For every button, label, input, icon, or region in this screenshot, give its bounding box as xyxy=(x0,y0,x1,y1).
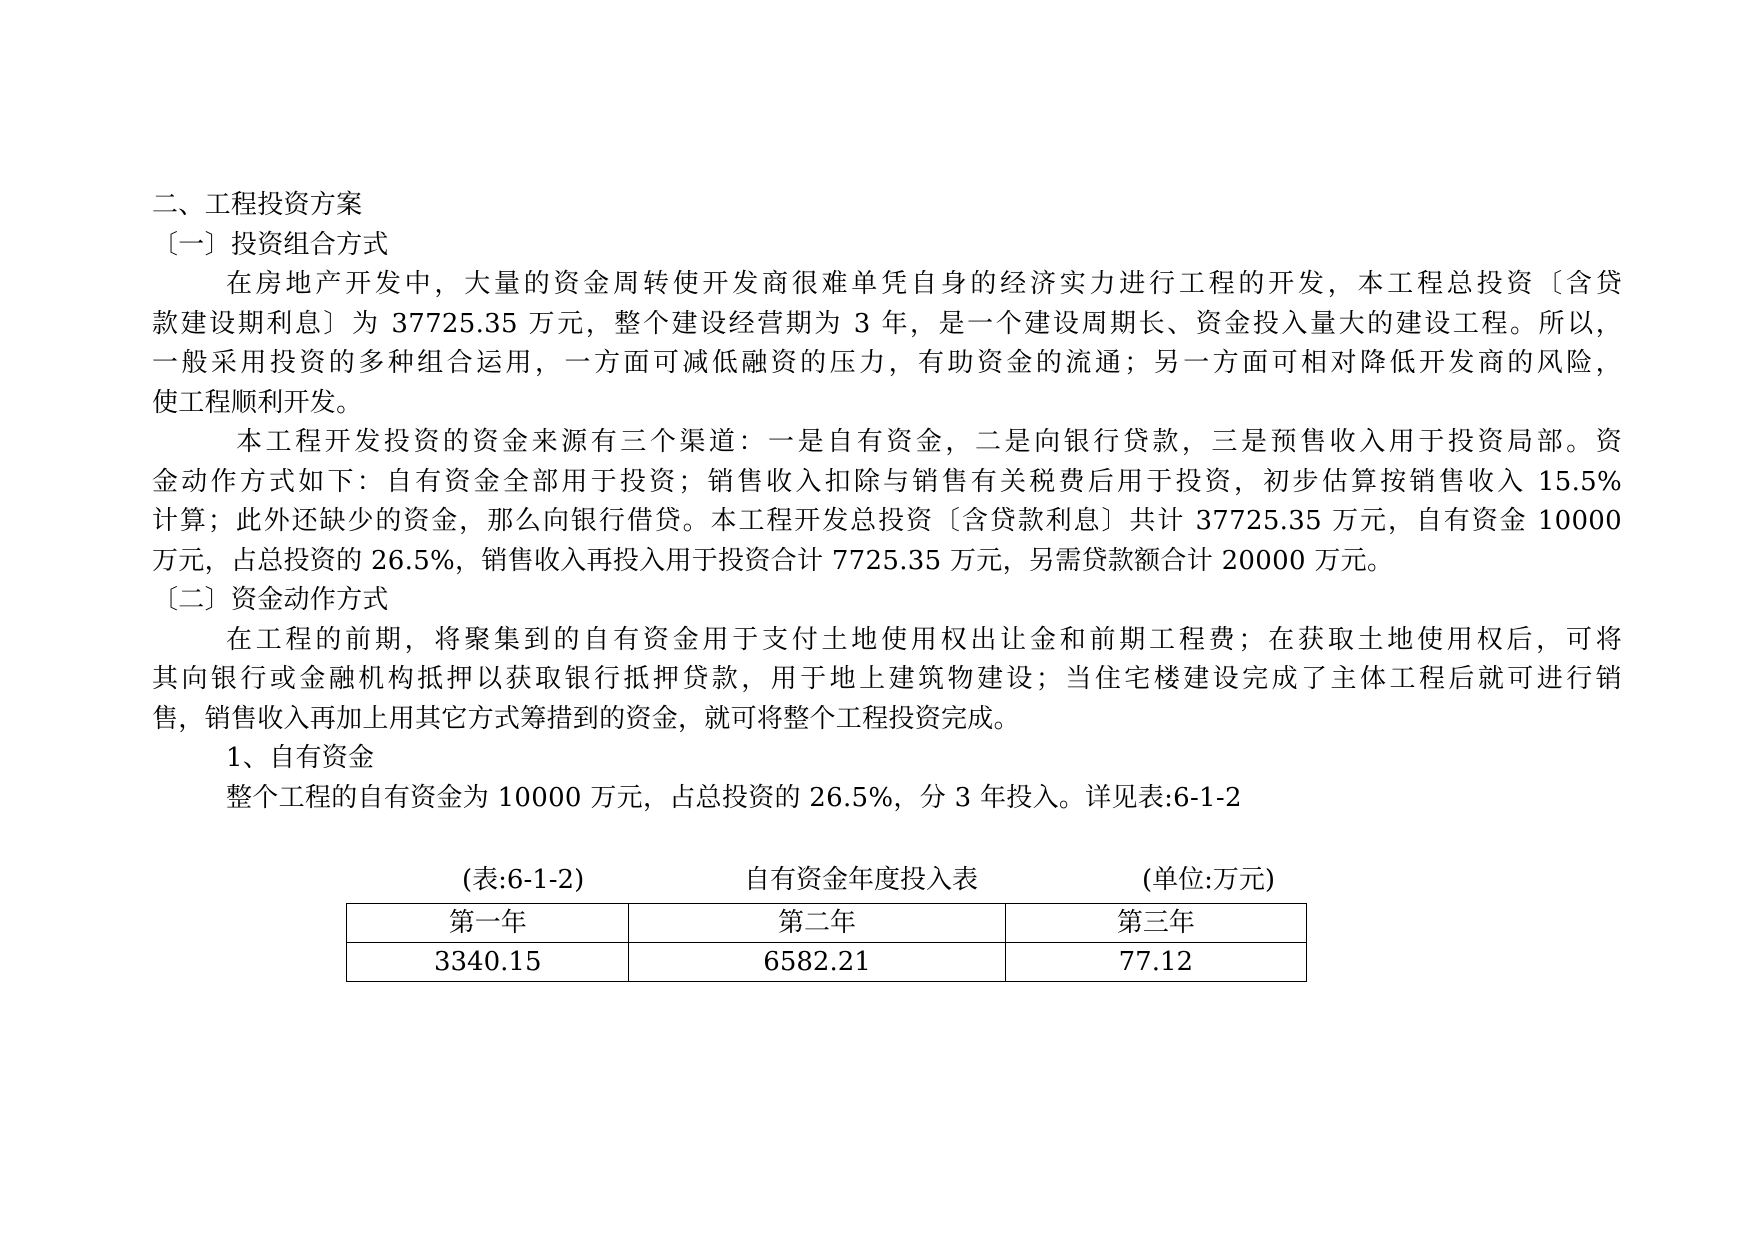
table-row xyxy=(347,943,1307,982)
value-year-1: 3340.15 xyxy=(347,943,629,982)
subsection-heading-1: 〔一〕投资组合方式 xyxy=(152,229,389,260)
section-heading: 二、工程投资方案 xyxy=(152,190,363,220)
paragraph-funding-sources xyxy=(152,423,1622,581)
header-year-3: 第三年 xyxy=(1005,904,1306,943)
header-year-2: 第二年 xyxy=(629,904,1005,943)
table-header-row xyxy=(347,904,1307,943)
paragraph-line: 款建设期利息〕为 37725.35 万元，整个建设经营期为 3 年，是一个建设周期长、资金投入量大的建设工程。所以， xyxy=(152,308,1622,339)
item-heading-own-funds: 1、自有资金 xyxy=(226,743,375,773)
paragraph-line: 在房地产开发中，大量的资金周转使开发商很难单凭自身的经济实力进行工程的开发，本工程总投资〔含贷 xyxy=(226,269,1622,299)
document-body xyxy=(152,186,1622,818)
paragraph-line: 使工程顺利开发。 xyxy=(152,387,363,418)
paragraph-fund-operation xyxy=(152,621,1622,740)
paragraph-line: 本工程开发投资的资金来源有三个渠道：一是自有资金，二是向银行贷款，三是预售收入用于投资局部。资 xyxy=(236,427,1622,457)
table-unit: (单位:万元) xyxy=(1142,865,1276,895)
paragraph-line: 其向银行或金融机构抵押以获取银行抵押贷款，用于地上建筑物建设；当住宅楼建设完成了主体工程后就可进行销 xyxy=(152,664,1622,694)
value-year-3: 77.12 xyxy=(1005,943,1306,982)
header-year-1: 第一年 xyxy=(347,904,629,943)
table-caption xyxy=(462,860,1302,900)
paragraph-line: 金动作方式如下：自有资金全部用于投资；销售收入扣除与销售有关税费后用于投资，初步估算按销售收入 15.5% xyxy=(152,466,1622,497)
paragraph-line: 计算；此外还缺少的资金，那么向银行借贷。本工程开发总投资〔含贷款利息〕共计 37725.35 万元，自有资金 10000 xyxy=(152,506,1622,536)
annual-own-funds-table xyxy=(346,903,1307,982)
paragraph-line: 万元，占总投资的 26.5%，销售收入再投入用于投资合计 7725.35 万元，另需贷款额合计 20000 万元。 xyxy=(152,545,1394,576)
paragraph-line: 在工程的前期，将聚集到的自有资金用于支付土地使用权出让金和前期工程费；在获取土地使用权后，可将 xyxy=(226,624,1622,655)
paragraph-investment-combination xyxy=(152,265,1622,423)
table-number: (表:6-1-2) xyxy=(462,865,585,895)
paragraph-line: 售，销售收入再加上用其它方式筹措到的资金，就可将整个工程投资完成。 xyxy=(152,703,1020,734)
item-text-own-funds: 整个工程的自有资金为 10000 万元，占总投资的 26.5%，分 3 年投入。详见表:6-1-2 xyxy=(226,782,1242,813)
value-year-2: 6582.21 xyxy=(629,943,1005,982)
table-title: 自有资金年度投入表 xyxy=(744,865,979,895)
subsection-heading-2: 〔二〕资金动作方式 xyxy=(152,585,389,615)
paragraph-line: 一般采用投资的多种组合运用，一方面可减低融资的压力，有助资金的流通；另一方面可相对降低开发商的风险， xyxy=(152,348,1622,378)
